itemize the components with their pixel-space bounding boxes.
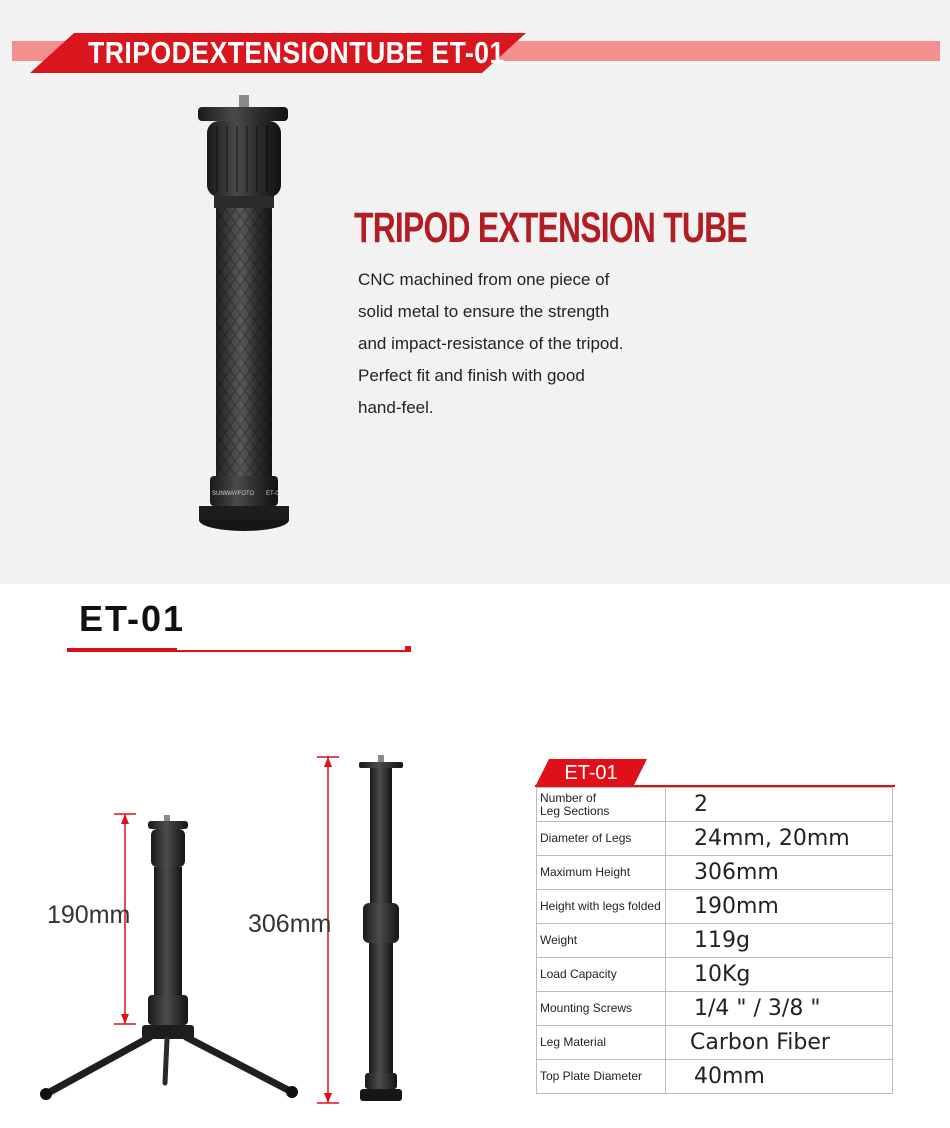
- spec-value: Carbon Fiber: [666, 1026, 893, 1060]
- spec-label: Maximum Height: [537, 856, 666, 890]
- spec-value: 24mm, 20mm: [666, 822, 893, 856]
- spec-label: Top Plate Diameter: [537, 1060, 666, 1094]
- extended-tube-image: [355, 755, 407, 1105]
- spec-value: 40mm: [666, 1060, 893, 1094]
- spec-label: Mounting Screws: [537, 992, 666, 1026]
- spec-label-line: Number of: [540, 790, 597, 805]
- table-row: [537, 1060, 893, 1094]
- table-row: [537, 924, 893, 958]
- description-line: CNC machined from one piece of: [358, 270, 610, 289]
- hero-headline: TRIPOD EXTENSION TUBE: [354, 204, 747, 252]
- spec-value: 2: [666, 788, 893, 822]
- spec-label: Height with legs folded: [537, 890, 666, 924]
- spec-value: 190mm: [666, 890, 893, 924]
- brand-mark: SUNWAYFOTO: [212, 491, 255, 497]
- spec-value: 306mm: [666, 856, 893, 890]
- description-line: Perfect fit and finish with good: [358, 366, 585, 385]
- table-row: [537, 822, 893, 856]
- spec-label: Load Capacity: [537, 958, 666, 992]
- table-row: [537, 958, 893, 992]
- spec-value: 119g: [666, 924, 893, 958]
- spec-label: Diameter of Legs: [537, 822, 666, 856]
- table-row: [537, 890, 893, 924]
- spec-value: 10Kg: [666, 958, 893, 992]
- spec-label: [537, 788, 666, 822]
- description-line: and impact-resistance of the tripod.: [358, 334, 624, 353]
- model-underline-accent: [67, 648, 177, 652]
- extended-height-label: 306mm: [248, 910, 332, 938]
- table-row: [537, 1026, 893, 1060]
- table-row: [537, 788, 893, 822]
- extension-tube-image: [190, 90, 300, 540]
- hero-description: [358, 264, 688, 424]
- spec-tab-label: ET-01: [564, 762, 618, 784]
- table-row: [537, 992, 893, 1026]
- spec-label: Weight: [537, 924, 666, 958]
- spec-table: [536, 787, 893, 1094]
- banner-title: TRIPODEXTENSIONTUBE ET-01: [88, 35, 505, 70]
- spec-value: 1/4 " / 3/8 ": [666, 992, 893, 1026]
- table-row: [537, 856, 893, 890]
- spec-label: Leg Material: [537, 1026, 666, 1060]
- description-line: solid metal to ensure the strength: [358, 302, 610, 321]
- model-title: ET-01: [79, 598, 186, 639]
- collar-mark: ET-0: [266, 491, 279, 497]
- spec-label-line: Leg Sections: [540, 803, 610, 818]
- description-line: hand-feel.: [358, 398, 434, 417]
- mini-tripod-image: [38, 815, 303, 1110]
- model-underline-tick: [405, 646, 411, 652]
- folded-height-label: 190mm: [47, 901, 131, 929]
